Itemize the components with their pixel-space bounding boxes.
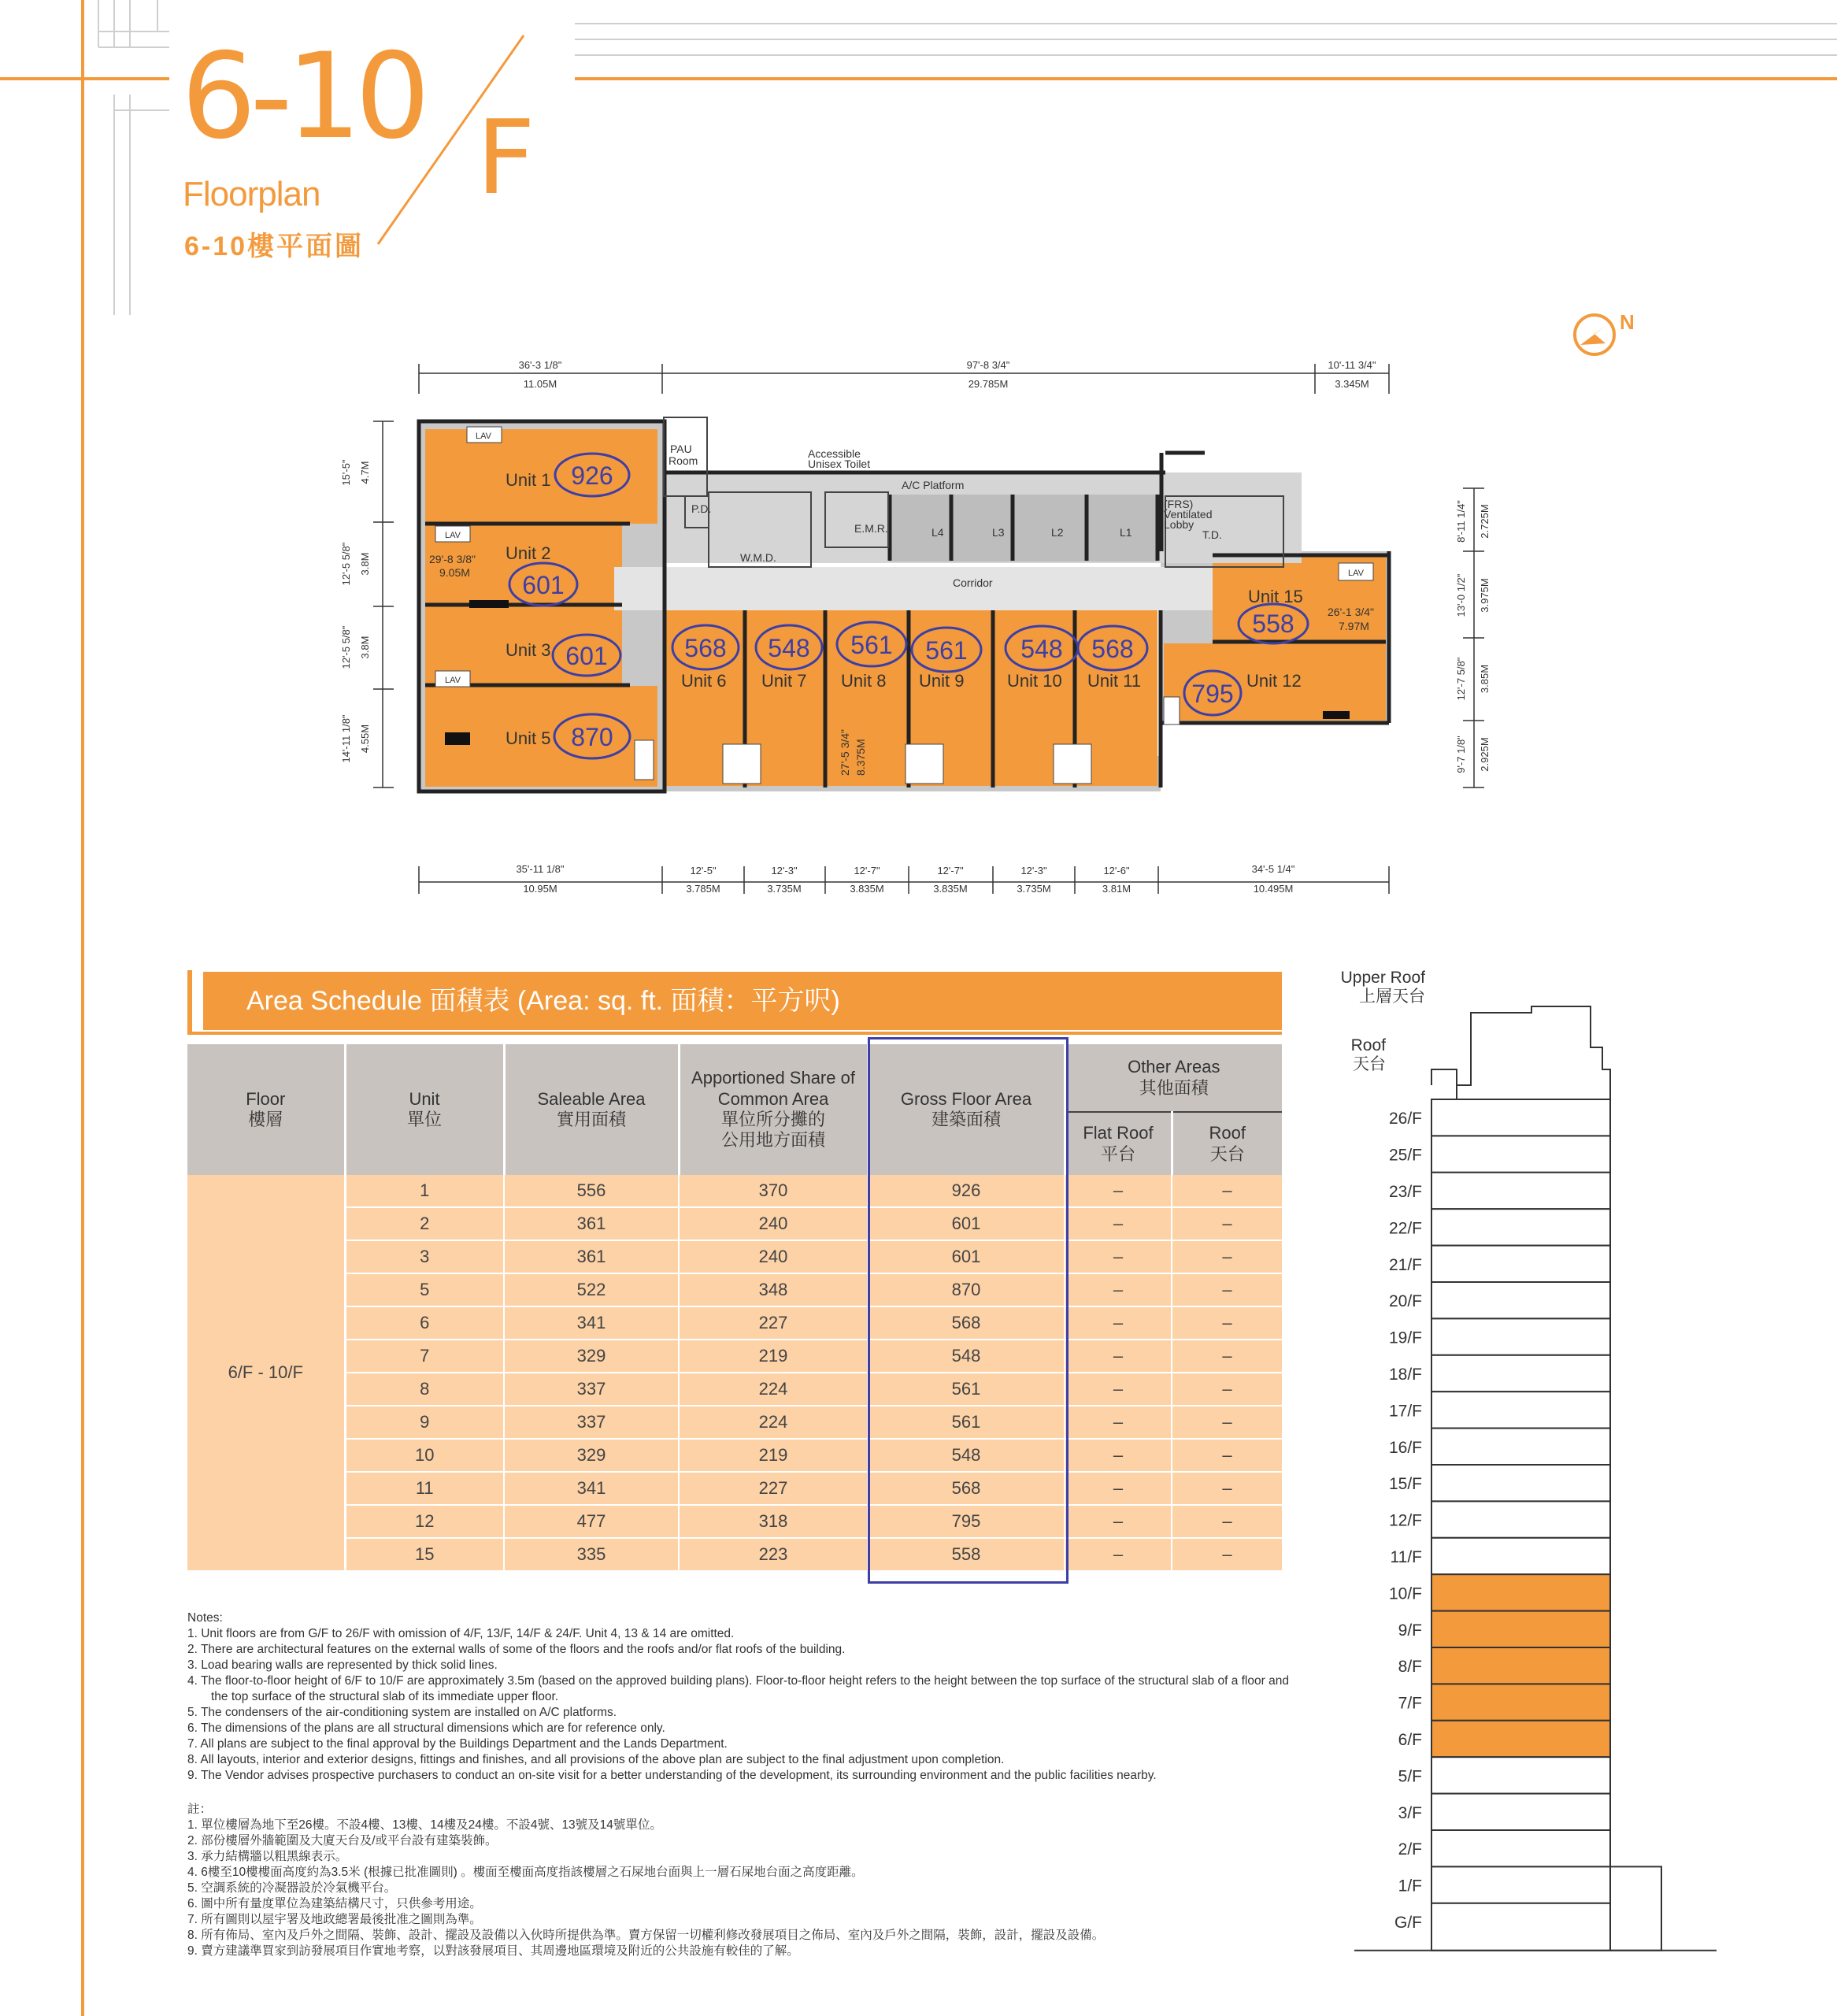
unit-1-name: Unit 1 bbox=[506, 470, 551, 490]
cell-flat-roof: – bbox=[1065, 1373, 1172, 1406]
cell-gfa: 548 bbox=[868, 1439, 1065, 1472]
dim-right-4-imp: 9'-7 1/8" bbox=[1455, 736, 1467, 773]
note-item: 8. 所有佈局、室內及戶外之間隔、裝飾、設計、擺設及設備以入伙時所提供為準。賣方保留一切權利修改發展項目之佈局、室內及戶外之間隔，裝飾，設計，擺設及設備。 bbox=[187, 1929, 1105, 1942]
unit-9-name: Unit 9 bbox=[919, 671, 965, 691]
gfa-mark-unit-6: 568 bbox=[684, 634, 727, 662]
floor-cell: 6/F - 10/F bbox=[187, 1175, 345, 1571]
ac-platform-label: A/C Platform bbox=[902, 479, 965, 491]
dim-left-1-met: 4.7M bbox=[359, 461, 371, 484]
note-item: 8. All layouts, interior and exterior designs, fittings and finishes, and all provisions of the above plan are subject to the final adjustment upon completion. bbox=[187, 1753, 1005, 1766]
cell-flat-roof: – bbox=[1065, 1240, 1172, 1273]
floor-label: 9/F bbox=[1398, 1621, 1422, 1640]
dim-right-2-met: 3.975M bbox=[1479, 578, 1491, 613]
cell-gfa: 795 bbox=[868, 1505, 1065, 1538]
north-label: N bbox=[1620, 310, 1635, 334]
cell-unit: 11 bbox=[345, 1472, 504, 1505]
col-gfa-header: Gross Floor Area 建築面積 bbox=[868, 1044, 1065, 1175]
lift-l3: L3 bbox=[992, 526, 1005, 539]
schedule-accent-bar bbox=[187, 970, 192, 1033]
floor-label: 3/F bbox=[1398, 1803, 1422, 1822]
dim-right-4-met: 2.925M bbox=[1479, 737, 1491, 772]
floor-label: 20/F bbox=[1388, 1292, 1422, 1311]
col-other-header: Other Areas 其他面積 bbox=[1065, 1044, 1282, 1112]
floor-label: 17/F bbox=[1388, 1402, 1422, 1421]
cell-apportioned: 318 bbox=[679, 1505, 868, 1538]
cell-flat-roof: – bbox=[1065, 1175, 1172, 1207]
cell-saleable: 556 bbox=[504, 1175, 679, 1207]
cell-roof: – bbox=[1172, 1340, 1282, 1373]
note-item: 6. 圖中所有量度單位為建築結構尺寸，只供參考用途。 bbox=[187, 1897, 482, 1910]
cell-apportioned: 240 bbox=[679, 1240, 868, 1273]
col-unit-header: Unit 單位 bbox=[345, 1044, 504, 1175]
floor-block bbox=[1431, 1721, 1610, 1757]
svg-text:LAV: LAV bbox=[476, 432, 491, 441]
cell-unit: 5 bbox=[345, 1273, 504, 1306]
note-item: 3. 承力結構牆以粗黑線表示。 bbox=[187, 1850, 348, 1863]
table-row bbox=[187, 1340, 1282, 1373]
cell-unit: 3 bbox=[345, 1240, 504, 1273]
floor-block bbox=[1431, 1684, 1610, 1720]
floor-label: 7/F bbox=[1398, 1694, 1422, 1713]
frs-label-2: Ventilated bbox=[1164, 508, 1213, 521]
cell-roof: – bbox=[1172, 1175, 1282, 1207]
cell-gfa: 568 bbox=[868, 1472, 1065, 1505]
floor-block bbox=[1431, 1282, 1610, 1318]
cell-flat-roof: – bbox=[1065, 1439, 1172, 1472]
floor-block bbox=[1431, 1574, 1610, 1610]
cell-unit: 2 bbox=[345, 1207, 504, 1240]
floor-block bbox=[1431, 1355, 1610, 1392]
floor-block bbox=[1431, 1429, 1610, 1465]
cell-flat-roof: – bbox=[1065, 1207, 1172, 1240]
cell-roof: – bbox=[1172, 1538, 1282, 1571]
stack-roof-label: Roof 天台 bbox=[1350, 1036, 1386, 1073]
cell-saleable: 361 bbox=[504, 1240, 679, 1273]
note-item: 2. There are architectural features on the external walls of some of the floors and the roofs and/or flat roofs of the building. bbox=[187, 1643, 846, 1656]
floor-label: 10/F bbox=[1388, 1584, 1422, 1603]
dim-bot-2-met: 3.785M bbox=[686, 883, 720, 895]
svg-text:LAV: LAV bbox=[1348, 569, 1364, 578]
cell-flat-roof: – bbox=[1065, 1505, 1172, 1538]
floor-label: G/F bbox=[1394, 1914, 1422, 1932]
floor-label: 8/F bbox=[1398, 1658, 1422, 1677]
col-roof-header: Roof 天台 bbox=[1172, 1112, 1282, 1175]
unit8-depth-met: 8.375M bbox=[854, 739, 867, 776]
note-item: 5. The condensers of the air-conditioning system are installed on A/C platforms. bbox=[187, 1706, 617, 1719]
floor-plan bbox=[331, 346, 1491, 914]
frs-label: (FRS) bbox=[1164, 498, 1194, 510]
dim-bot-6-met: 3.735M bbox=[1017, 883, 1051, 895]
gfa-mark-unit-1: 926 bbox=[571, 461, 613, 490]
notes-zh bbox=[187, 1802, 1290, 1959]
floor-label: 5/F bbox=[1398, 1767, 1422, 1786]
note-item: 4. The floor-to-floor height of 6/F to 10/F are approximately 3.5m (based on the approved building plans). Floor-to-floor height refers to the height between the top surface of the structural slab of a floor and the top surface of the structural slab of its immediate upper floor. bbox=[187, 1674, 1289, 1703]
schedule-title-underline bbox=[187, 1032, 1282, 1035]
emr-label: E.M.R. bbox=[854, 522, 888, 535]
floor-block bbox=[1431, 1647, 1610, 1684]
north-arrow-icon bbox=[1571, 307, 1650, 362]
cell-unit: 12 bbox=[345, 1505, 504, 1538]
unit15-depth-imp: 26'-1 3/4" bbox=[1328, 606, 1375, 618]
floor-block bbox=[1431, 1318, 1610, 1354]
dim-left-2-imp: 12'-5 5/8" bbox=[340, 542, 352, 586]
cell-gfa: 561 bbox=[868, 1373, 1065, 1406]
dim-left-3-imp: 12'-5 5/8" bbox=[340, 625, 352, 669]
cell-roof: – bbox=[1172, 1472, 1282, 1505]
note-item: 2. 部份樓層外牆範圍及大廈天台及/或平台設有建築裝飾。 bbox=[187, 1834, 498, 1847]
dim-left-4-imp: 14'-11 1/8" bbox=[340, 714, 352, 763]
gfa-mark-unit-5: 870 bbox=[571, 723, 613, 751]
dim-bot-8-imp: 34'-5 1/4" bbox=[1251, 863, 1295, 875]
cell-saleable: 341 bbox=[504, 1472, 679, 1505]
note-item: 9. The Vendor advises prospective purchasers to conduct an on-site visit for a better understanding of the development, its surrounding environment and the public facilities nearby. bbox=[187, 1769, 1157, 1782]
table-row bbox=[187, 1240, 1282, 1273]
floor-block bbox=[1431, 1866, 1610, 1903]
gfa-mark-unit-8: 561 bbox=[850, 631, 893, 659]
col-saleable-header: Saleable Area 實用面積 bbox=[504, 1044, 679, 1175]
note-item: 1. 單位樓層為地下至26樓。不設4樓、13樓、14樓及24樓。不設4號、13號及14號單位。 bbox=[187, 1818, 662, 1832]
dim-bot-4-met: 3.835M bbox=[850, 883, 884, 895]
gfa-mark-unit-15: 558 bbox=[1252, 610, 1294, 638]
cell-unit: 10 bbox=[345, 1439, 504, 1472]
note-item: 5. 空調系統的冷凝器設於冷氣機平台。 bbox=[187, 1881, 397, 1895]
area-schedule-table bbox=[187, 1044, 1282, 1572]
unit-12-name: Unit 12 bbox=[1246, 671, 1302, 691]
floor-block bbox=[1431, 1392, 1610, 1428]
note-item: 3. Load bearing walls are represented by thick solid lines. bbox=[187, 1658, 498, 1672]
cell-apportioned: 227 bbox=[679, 1306, 868, 1340]
cell-apportioned: 227 bbox=[679, 1472, 868, 1505]
unit-6-name: Unit 6 bbox=[681, 671, 727, 691]
gfa-column-highlight bbox=[868, 1037, 1068, 1584]
note-item: 6. The dimensions of the plans are all structural dimensions which are for reference only. bbox=[187, 1721, 665, 1735]
dim-bot-1-imp: 35'-11 1/8" bbox=[516, 863, 565, 875]
gfa-mark-unit-7: 548 bbox=[768, 634, 810, 662]
dim-left-1-imp: 15'-5" bbox=[340, 459, 352, 486]
floor-block bbox=[1431, 1209, 1610, 1245]
cell-apportioned: 224 bbox=[679, 1373, 868, 1406]
table-row bbox=[187, 1306, 1282, 1340]
floor-label: 21/F bbox=[1388, 1255, 1422, 1274]
floor-block bbox=[1431, 1903, 1610, 1951]
col-apportioned-header: Apportioned Share of Common Area 單位所分攤的 公用地方面積 bbox=[679, 1044, 868, 1175]
dim-right-3-met: 3.85M bbox=[1479, 664, 1491, 694]
unit-15-name: Unit 15 bbox=[1248, 587, 1303, 606]
dim-bot-2-imp: 12'-5" bbox=[690, 865, 717, 876]
floor-block bbox=[1431, 1794, 1610, 1830]
dim-bot-6-imp: 12'-3" bbox=[1020, 865, 1047, 876]
floor-label: 2/F bbox=[1398, 1840, 1422, 1859]
dim-bot-5-met: 3.835M bbox=[933, 883, 968, 895]
cell-apportioned: 219 bbox=[679, 1340, 868, 1373]
unit-8-name: Unit 8 bbox=[841, 671, 887, 691]
dim-top-3-met: 3.345M bbox=[1335, 378, 1369, 390]
floor-block bbox=[1431, 1246, 1610, 1282]
cell-saleable: 335 bbox=[504, 1538, 679, 1571]
schedule-title: Area Schedule 面積表 (Area: sq. ft. 面積：平方呎) bbox=[203, 972, 1282, 1030]
unit15-depth-met: 7.97M bbox=[1339, 620, 1369, 632]
cell-saleable: 329 bbox=[504, 1340, 679, 1373]
cell-saleable: 477 bbox=[504, 1505, 679, 1538]
table-row bbox=[187, 1439, 1282, 1472]
floor-label: 19/F bbox=[1388, 1329, 1422, 1347]
cell-roof: – bbox=[1172, 1439, 1282, 1472]
notes-en-heading: Notes: bbox=[187, 1611, 223, 1625]
dim-top-1-met: 11.05M bbox=[523, 378, 557, 390]
cell-roof: – bbox=[1172, 1406, 1282, 1439]
unit-10-name: Unit 10 bbox=[1007, 671, 1062, 691]
floor-block bbox=[1431, 1611, 1610, 1647]
note-item: 7. All plans are subject to the final approval by the Buildings Department and the Lands Department. bbox=[187, 1737, 728, 1751]
cell-roof: – bbox=[1172, 1306, 1282, 1340]
dim-bot-4-imp: 12'-7" bbox=[854, 865, 880, 876]
cell-unit: 9 bbox=[345, 1406, 504, 1439]
cell-gfa: 926 bbox=[868, 1175, 1065, 1207]
cell-saleable: 337 bbox=[504, 1406, 679, 1439]
cell-gfa: 601 bbox=[868, 1240, 1065, 1273]
table-row bbox=[187, 1538, 1282, 1571]
cell-unit: 8 bbox=[345, 1373, 504, 1406]
floor-label: 18/F bbox=[1388, 1366, 1422, 1384]
cell-roof: – bbox=[1172, 1273, 1282, 1306]
cell-roof: – bbox=[1172, 1207, 1282, 1240]
gfa-mark-unit-3: 601 bbox=[565, 642, 608, 670]
pau-room-label-2: Room bbox=[669, 454, 698, 467]
dim-top-2-imp: 97'-8 3/4" bbox=[966, 359, 1010, 371]
note-item: 1. Unit floors are from G/F to 26/F with omission of 4/F, 13/F, 14/F & 24/F. Unit 4, 13 & 14 are omitted. bbox=[187, 1627, 735, 1640]
roof-outline bbox=[1431, 1069, 1457, 1099]
subtitle-en: Floorplan bbox=[183, 175, 320, 213]
unit-3-name: Unit 3 bbox=[506, 640, 551, 660]
notes-en bbox=[187, 1610, 1290, 1784]
floor-block bbox=[1431, 1757, 1610, 1793]
unit8-depth-imp: 27'-5 3/4" bbox=[839, 728, 851, 776]
unit-7-name: Unit 7 bbox=[761, 671, 807, 691]
upper-roof-outline bbox=[1457, 1006, 1610, 1099]
cell-apportioned: 370 bbox=[679, 1175, 868, 1207]
note-item: 7. 所有圖則以屋宇署及地政總署最後批准之圖則為準。 bbox=[187, 1913, 482, 1926]
cell-roof: – bbox=[1172, 1240, 1282, 1273]
floor-block bbox=[1431, 1501, 1610, 1537]
gfa-mark-unit-10: 548 bbox=[1020, 635, 1063, 663]
col-flat-roof-header: Flat Roof 平台 bbox=[1065, 1112, 1172, 1175]
unit-2-name: Unit 2 bbox=[506, 543, 551, 563]
floor-label: 1/F bbox=[1398, 1877, 1422, 1896]
cell-flat-roof: – bbox=[1065, 1538, 1172, 1571]
floor-label: 15/F bbox=[1388, 1475, 1422, 1494]
floor-range-title: 6-10 bbox=[181, 28, 424, 165]
table-row bbox=[187, 1273, 1282, 1306]
dim-left-4-met: 4.55M bbox=[359, 724, 371, 754]
cell-apportioned: 348 bbox=[679, 1273, 868, 1306]
floor-label: 25/F bbox=[1388, 1146, 1422, 1165]
stack-upper-roof-label: Upper Roof 上層天台 bbox=[1340, 969, 1425, 1006]
dim-top-2-met: 29.785M bbox=[968, 378, 1009, 390]
cell-saleable: 361 bbox=[504, 1207, 679, 1240]
dim-right-3-imp: 12'-7 5/8" bbox=[1455, 657, 1467, 701]
unit1-depth-met: 9.05M bbox=[439, 566, 470, 579]
cell-gfa: 548 bbox=[868, 1340, 1065, 1373]
corridor-label: Corridor bbox=[953, 576, 993, 589]
floor-block bbox=[1431, 1099, 1610, 1136]
accessible-toilet-label-2: Unisex Toilet bbox=[808, 458, 871, 470]
dim-left-2-met: 3.8M bbox=[359, 552, 371, 576]
floor-block bbox=[1431, 1136, 1610, 1172]
floor-label: 6/F bbox=[1398, 1731, 1422, 1749]
cell-gfa: 870 bbox=[868, 1273, 1065, 1306]
floor-block bbox=[1431, 1173, 1610, 1209]
cell-apportioned: 219 bbox=[679, 1439, 868, 1472]
dim-left-3-met: 3.8M bbox=[359, 636, 371, 659]
dim-bot-1-met: 10.95M bbox=[523, 883, 557, 895]
floor-block bbox=[1431, 1830, 1610, 1866]
col-floor-header: Floor 樓層 bbox=[187, 1044, 345, 1175]
stacking-plan bbox=[1339, 1000, 1717, 1961]
dim-top-1-imp: 36'-3 1/8" bbox=[518, 359, 562, 371]
cell-apportioned: 223 bbox=[679, 1538, 868, 1571]
td-label: T.D. bbox=[1202, 528, 1222, 541]
cell-apportioned: 224 bbox=[679, 1406, 868, 1439]
cell-flat-roof: – bbox=[1065, 1340, 1172, 1373]
floor-label: 16/F bbox=[1388, 1438, 1422, 1457]
note-item: 9. 賣方建議準買家到訪發展項目作實地考察，以對該發展項目、其周邊地區環境及附近的公共設施有較佳的了解。 bbox=[187, 1944, 799, 1958]
cell-saleable: 329 bbox=[504, 1439, 679, 1472]
cell-gfa: 601 bbox=[868, 1207, 1065, 1240]
floor-suffix: F bbox=[476, 98, 535, 217]
cell-flat-roof: – bbox=[1065, 1306, 1172, 1340]
floor-block bbox=[1431, 1465, 1610, 1501]
lift-l1: L1 bbox=[1120, 526, 1132, 539]
dim-right-2-imp: 13'-0 1/2" bbox=[1455, 573, 1467, 617]
lift-l2: L2 bbox=[1051, 526, 1064, 539]
gfa-mark-unit-11: 568 bbox=[1091, 635, 1134, 663]
frs-label-3: Lobby bbox=[1164, 518, 1194, 531]
dim-bot-3-met: 3.735M bbox=[767, 883, 802, 895]
svg-text:LAV: LAV bbox=[445, 531, 461, 540]
cell-unit: 15 bbox=[345, 1538, 504, 1571]
cell-flat-roof: – bbox=[1065, 1472, 1172, 1505]
unit1-depth-imp: 29'-8 3/8" bbox=[429, 553, 476, 565]
cell-roof: – bbox=[1172, 1505, 1282, 1538]
table-row bbox=[187, 1175, 1282, 1207]
table-row bbox=[187, 1207, 1282, 1240]
cell-unit: 7 bbox=[345, 1340, 504, 1373]
cell-gfa: 558 bbox=[868, 1538, 1065, 1571]
unit-11-name: Unit 11 bbox=[1087, 671, 1142, 691]
floor-label: 11/F bbox=[1390, 1548, 1422, 1566]
subtitle-zh: 6-10樓平面圖 bbox=[184, 232, 365, 261]
cell-saleable: 522 bbox=[504, 1273, 679, 1306]
floor-block bbox=[1431, 1538, 1610, 1574]
cell-unit: 6 bbox=[345, 1306, 504, 1340]
cell-unit: 1 bbox=[345, 1175, 504, 1207]
unit-5-name: Unit 5 bbox=[506, 728, 551, 748]
cell-flat-roof: – bbox=[1065, 1273, 1172, 1306]
lift-l4: L4 bbox=[931, 526, 944, 539]
floor-label: 12/F bbox=[1388, 1511, 1422, 1530]
dim-right-1-imp: 8'-11 1/4" bbox=[1455, 500, 1467, 543]
dim-bot-8-met: 10.495M bbox=[1253, 883, 1294, 895]
pau-room-label: PAU bbox=[670, 443, 692, 455]
cell-saleable: 341 bbox=[504, 1306, 679, 1340]
floor-label: 23/F bbox=[1388, 1183, 1422, 1201]
notes-zh-heading: 註： bbox=[187, 1803, 213, 1816]
table-row bbox=[187, 1505, 1282, 1538]
cell-flat-roof: – bbox=[1065, 1406, 1172, 1439]
gfa-mark-unit-9: 561 bbox=[925, 636, 968, 665]
cell-saleable: 337 bbox=[504, 1373, 679, 1406]
dim-bot-7-imp: 12'-6" bbox=[1103, 865, 1130, 876]
cell-gfa: 561 bbox=[868, 1406, 1065, 1439]
table-row bbox=[187, 1406, 1282, 1439]
cell-gfa: 568 bbox=[868, 1306, 1065, 1340]
dim-right-1-met: 2.725M bbox=[1479, 504, 1491, 539]
wmd-label: W.M.D. bbox=[740, 551, 776, 564]
table-row bbox=[187, 1472, 1282, 1505]
dim-bot-7-met: 3.81M bbox=[1102, 883, 1131, 895]
floor-label: 26/F bbox=[1388, 1110, 1422, 1128]
gfa-mark-unit-2: 601 bbox=[522, 571, 565, 599]
dim-bot-3-imp: 12'-3" bbox=[771, 865, 798, 876]
accessible-toilet-label: Accessible bbox=[808, 447, 861, 460]
gfa-mark-unit-12: 795 bbox=[1191, 680, 1234, 708]
cell-roof: – bbox=[1172, 1373, 1282, 1406]
pd-label: P.D. bbox=[691, 502, 712, 515]
cell-apportioned: 240 bbox=[679, 1207, 868, 1240]
table-row bbox=[187, 1373, 1282, 1406]
note-item: 4. 6樓至10樓樓面高度約為3.5米 (根據已批准圖則) 。樓面至樓面高度指該樓層之石屎地台面與上一層石屎地台面之高度距離。 bbox=[187, 1866, 864, 1879]
svg-text:LAV: LAV bbox=[445, 676, 461, 685]
dim-bot-5-imp: 12'-7" bbox=[937, 865, 964, 876]
floor-label: 22/F bbox=[1388, 1219, 1422, 1238]
dim-top-3-imp: 10'-11 3/4" bbox=[1328, 359, 1376, 371]
